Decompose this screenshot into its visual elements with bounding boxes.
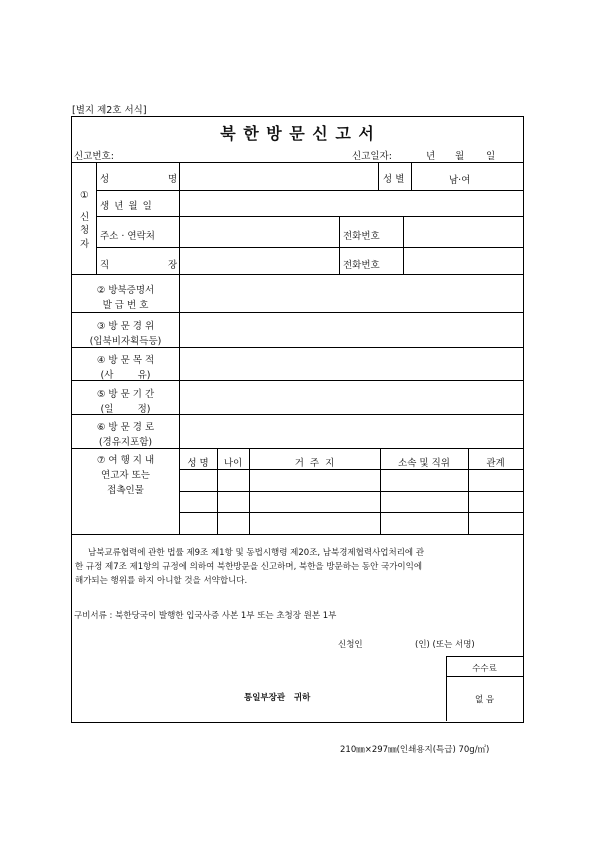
section-7-sublabel: 접촉인물 xyxy=(107,485,144,496)
signature-label: (인) (또는 서명) xyxy=(415,640,475,650)
contacts-header-affiliation: 소속 및 직위 xyxy=(398,458,450,469)
divider xyxy=(446,676,523,677)
section-2-sublabel: 발 급 번 호 xyxy=(102,300,149,311)
paper-spec: 210㎜×297㎜(인쇄용지(특급) 70g/㎡) xyxy=(340,745,490,755)
divider xyxy=(72,347,523,348)
section-2-label: ② 방북증명서 xyxy=(96,285,155,296)
section-1-char: 신 xyxy=(80,212,90,223)
annex-label: [별지 제2호 서식] xyxy=(72,105,147,116)
section-1-char: 자 xyxy=(80,239,90,250)
section-3-sublabel: (입북비자획득등) xyxy=(89,336,162,347)
applicant-sign-label: 신청인 xyxy=(338,640,363,650)
declaration-text: 해가되는 행위를 하지 아니할 것을 서약합니다. xyxy=(75,576,248,586)
divider xyxy=(411,162,412,190)
date-year: 년 xyxy=(426,151,436,162)
contacts-header-relation: 관계 xyxy=(486,458,505,469)
address-contact-label: 주소 · 연락처 xyxy=(100,231,155,242)
section-7-label: ⑦ 여 행 지 내 xyxy=(96,455,155,466)
gender-options: 남·여 xyxy=(449,175,471,186)
divider xyxy=(72,448,523,449)
workplace-label-part: 장 xyxy=(168,260,178,271)
date-month: 월 xyxy=(455,151,465,162)
divider xyxy=(96,247,523,248)
divider xyxy=(96,162,97,274)
workplace-label-part: 직 xyxy=(100,260,110,271)
divider xyxy=(179,491,523,492)
fee-label: 수수료 xyxy=(472,664,497,674)
divider xyxy=(403,216,404,274)
name-label-part: 명 xyxy=(168,174,178,185)
section-1-char: 청 xyxy=(80,225,90,236)
declaration-text: 한 규정 제7조 제1항의 규정에 의하여 북한방문을 신고하며, 북한을 방문하는 동안 국가이익에 xyxy=(75,562,423,572)
contacts-header-name: 성 명 xyxy=(187,458,209,469)
divider xyxy=(339,216,340,274)
contacts-header-age: 나이 xyxy=(223,458,243,469)
report-date-label: 신고일자: xyxy=(352,151,392,162)
fee-value: 없 음 xyxy=(474,695,495,705)
divider xyxy=(179,469,523,470)
section-3-label: ③ 방 문 경 위 xyxy=(96,321,155,332)
birth-date-label: 생 년 월 일 xyxy=(100,201,153,212)
divider xyxy=(72,312,523,313)
divider xyxy=(179,512,523,513)
section-4-label: ④ 방 문 목 적 xyxy=(96,355,155,366)
date-day: 일 xyxy=(486,151,496,162)
divider xyxy=(72,274,523,275)
contacts-header-residence: 거 주 지 xyxy=(294,458,335,469)
required-documents: 구비서류 : 북한당국이 발행한 입국사증 사본 1부 또는 초청장 원본 1부 xyxy=(74,611,337,621)
divider xyxy=(179,162,180,534)
addressee: 통일부장관 귀하 xyxy=(244,693,311,703)
divider xyxy=(96,190,523,191)
section-7-sublabel: 연고자 또는 xyxy=(101,470,150,481)
name-label-part: 성 xyxy=(100,174,110,185)
phone-label: 전화번호 xyxy=(343,260,380,271)
section-6-sublabel: (경유지포함) xyxy=(98,437,153,448)
divider xyxy=(446,656,523,657)
divider xyxy=(96,216,523,217)
divider xyxy=(72,162,523,163)
section-5-sublabel: (일 정) xyxy=(100,404,151,415)
report-number-label: 신고번호: xyxy=(74,151,114,162)
form-title: 북 한 방 문 신 고 서 xyxy=(220,124,375,143)
divider xyxy=(378,162,379,190)
declaration-text: 남북교류협력에 관한 법률 제9조 제1항 및 동법시행령 제20조, 남북경제협력사업처리에 관 xyxy=(88,548,425,558)
gender-label: 성 별 xyxy=(383,174,405,185)
section-4-sublabel: (사 유) xyxy=(100,370,151,381)
divider xyxy=(72,534,523,535)
section-1-number: ① xyxy=(80,190,89,201)
phone-label: 전화번호 xyxy=(343,231,380,242)
section-6-label: ⑥ 방 문 경 로 xyxy=(96,422,155,433)
section-5-label: ⑤ 방 문 기 간 xyxy=(96,389,155,400)
